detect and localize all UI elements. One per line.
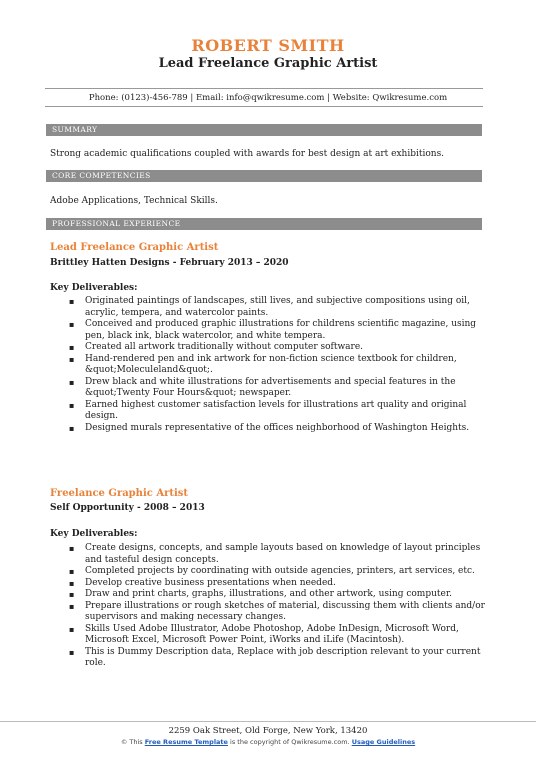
candidate-name: ROBERT SMITH: [191, 36, 345, 55]
job-company-dates: Brittley Hatten Designs - February 2013 – 2020: [50, 258, 289, 268]
list-item: ▪ Designed murals representative of the offices neighborhood of Washington Heights.: [66, 423, 486, 435]
contact-info: Phone: (0123)-456-789 | Email: info@qwikresume.com | Website: Qwikresume.com: [88, 93, 448, 103]
list-item: ▪ Drew black and white illustrations for advertisements and special features in the &quot;Twenty Four Hours&quot; newspaper.: [66, 377, 486, 400]
list-item: ▪ Create designs, concepts, and sample layouts based on knowledge of layout principles and tasteful design concepts.: [66, 543, 486, 566]
free-resume-template-link[interactable]: Free Resume Template: [144, 738, 228, 746]
list-item: ▪ Skills Used Adobe Illustrator, Adobe Photoshop, Adobe InDesign, Microsoft Word, Microsoft Excel, Microsoft Power Point, iWorks and iLife (Macintosh).: [66, 624, 486, 647]
professional-experience-heading: PROFESSIONAL EXPERIENCE: [46, 218, 482, 230]
summary-heading: SUMMARY: [46, 124, 482, 136]
core-competencies-heading: CORE COMPETENCIES: [46, 170, 482, 182]
list-item: ▪ Hand-rendered pen and ink artwork for non-fiction science textbook for children, &quot;Moleculeland&quot;.: [66, 354, 486, 377]
list-item: ▪ Draw and print charts, graphs, illustrations, and other artwork, using computer.: [66, 589, 486, 601]
list-item: ▪ Prepare illustrations or rough sketches of material, discussing them with clients and/or supervisors and making necessary changes.: [66, 601, 486, 624]
summary-text: Strong academic qualifications coupled with awards for best design at art exhibitions.: [50, 149, 445, 159]
list-item: ▪ Completed projects by coordinating with outside agencies, printers, art services, etc.: [66, 566, 486, 578]
key-deliverables-label: Key Deliverables:: [50, 283, 138, 293]
footer-address: 2259 Oak Street, Old Forge, New York, 13420: [168, 726, 368, 736]
copyright-middle: is the copyright of Qwikresume.com.: [230, 738, 350, 746]
job-company-dates: Self Opportunity - 2008 – 2013: [50, 503, 205, 513]
list-item: ▪ Originated paintings of landscapes, still lives, and subjective compositions using oil, acrylic, tempera, and watercolor paints.: [66, 296, 486, 319]
list-item: ▪ Earned highest customer satisfaction levels for illustrations art quality and original design.: [66, 400, 486, 423]
key-deliverables-label: Key Deliverables:: [50, 529, 138, 539]
job-bullet-list: [66, 543, 486, 670]
footer-divider: [0, 721, 536, 722]
footer-copyright: [0, 738, 536, 746]
list-item: ▪ Develop creative business presentations when needed.: [66, 578, 486, 590]
list-item: ▪ This is Dummy Description data, Replace with job description relevant to your current role.: [66, 647, 486, 670]
job-title: Freelance Graphic Artist: [50, 488, 189, 499]
job-bullet-list: [66, 296, 486, 434]
copyright-prefix: © This: [120, 738, 143, 746]
contact-bottom-divider: [45, 106, 483, 107]
job-title: Lead Freelance Graphic Artist: [50, 242, 219, 253]
list-item: ▪ Created all artwork traditionally without computer software.: [66, 342, 486, 354]
candidate-title: Lead Freelance Graphic Artist: [158, 56, 378, 71]
core-competencies-text: Adobe Applications, Technical Skills.: [50, 196, 218, 206]
contact-top-divider: [45, 88, 483, 89]
usage-guidelines-link[interactable]: Usage Guidelines: [351, 738, 416, 746]
list-item: ▪ Conceived and produced graphic illustrations for childrens scientific magazine, using pen, black ink, black watercolor, and white tempera.: [66, 319, 486, 342]
